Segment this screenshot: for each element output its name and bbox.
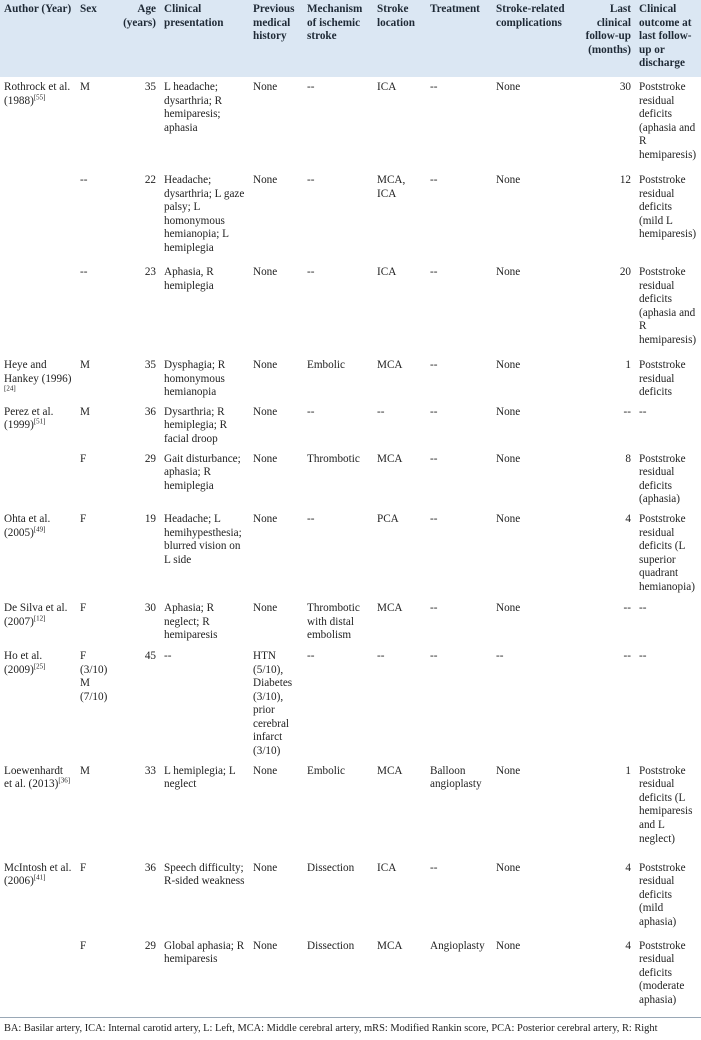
cell-age: 29 (144, 939, 156, 952)
author-name: Loewenhardt et al. (2013) (4, 764, 64, 791)
cell-presentation: Dysarthria; R hemiplegia; R facial droop (164, 405, 228, 445)
cell-outcome: Poststroke residual deficits (L hemiparesis and L neglect) (639, 764, 693, 845)
cell-location: ICA (377, 861, 397, 874)
cell-outcome: Poststroke residual deficits (639, 358, 686, 399)
cell-history: None (253, 80, 278, 93)
cell-age: 22 (144, 173, 156, 186)
cell-age: 23 (144, 265, 156, 278)
cell-history: None (253, 512, 278, 525)
cell-treatment: -- (430, 80, 438, 93)
cell-mechanism: Thrombotic (307, 452, 360, 465)
cell-mechanism: Dissection (307, 939, 355, 952)
cell-presentation: Global aphasia; R hemiparesis (164, 939, 245, 966)
cell-mechanism: -- (307, 512, 315, 525)
cell-followup: 1 (625, 764, 631, 777)
cell-author (0, 355, 76, 402)
cell-treatment: -- (430, 649, 438, 662)
cell-sex: M (80, 358, 90, 371)
cell-outcome: -- (639, 601, 647, 614)
reference-number: [49] (33, 524, 46, 533)
cell-location: ICA (377, 265, 397, 278)
cell-mechanism: -- (307, 649, 315, 662)
cell-treatment: -- (430, 265, 438, 278)
cell-sex: F (80, 452, 87, 465)
cell-treatment: Balloon angioplasty (430, 764, 482, 791)
cell-followup: -- (623, 649, 631, 662)
cell-complications: None (496, 512, 521, 525)
table-row (0, 936, 701, 1021)
cell-presentation: L headache; dysarthria; R hemiparesis; aphasia (164, 80, 223, 134)
cell-author (0, 598, 76, 646)
table-row (0, 761, 701, 858)
cell-age: 33 (144, 764, 156, 777)
header-complications: Stroke-related complications (496, 3, 565, 29)
cell-age: 45 (144, 649, 156, 662)
cell-author (0, 646, 76, 761)
author-name: De Silva et al. (2007) (4, 601, 68, 628)
cell-presentation: -- (164, 649, 172, 662)
cell-author (0, 858, 76, 936)
cell-complications: None (496, 265, 521, 278)
table-row (0, 262, 701, 355)
cell-treatment: -- (430, 173, 438, 186)
cell-age: 36 (144, 861, 156, 874)
cell-location: -- (377, 405, 385, 418)
cell-treatment: -- (430, 452, 438, 465)
cell-sex: F (80, 861, 87, 874)
table-header-row (0, 0, 701, 77)
table-row (0, 509, 701, 598)
reference-number: [24] (4, 384, 16, 393)
cell-mechanism: -- (307, 265, 315, 278)
header-history: Previous medical history (253, 3, 295, 43)
cell-sex: M (80, 764, 90, 777)
cell-presentation: L hemiplegia; L neglect (164, 764, 236, 791)
header-followup: Last clinical follow-up (months) (585, 3, 631, 56)
cell-mechanism: Embolic (307, 764, 345, 777)
cell-history: None (253, 601, 278, 614)
reference-number: [36] (58, 776, 71, 785)
cell-followup: 12 (619, 173, 631, 186)
table-row (0, 598, 701, 646)
cell-history: None (253, 265, 278, 278)
cell-complications: None (496, 601, 521, 614)
cell-outcome: Poststroke residual deficits (aphasia and R hemiparesis) (639, 265, 697, 346)
cell-author (0, 262, 76, 355)
cell-author (0, 936, 76, 1021)
cell-outcome: Poststroke residual deficits (mild L hemiparesis) (639, 173, 697, 241)
cell-mechanism: -- (307, 405, 315, 418)
cell-age: 29 (144, 452, 156, 465)
cell-presentation: Headache; dysarthria; L gaze palsy; L homonymous hemianopia; L hemiplegia (164, 173, 245, 254)
reference-number: [12] (33, 613, 46, 622)
cell-mechanism: -- (307, 173, 315, 186)
cell-age: 35 (144, 358, 156, 371)
cell-location: MCA (377, 452, 403, 465)
cell-complications: None (496, 173, 521, 186)
cell-followup: -- (623, 405, 631, 418)
cell-sex: M (80, 80, 90, 93)
cell-mechanism: -- (307, 80, 315, 93)
cell-history: None (253, 452, 278, 465)
header-author: Author (Year) (4, 3, 72, 15)
cell-followup: 8 (625, 452, 631, 465)
cell-history: None (253, 764, 278, 777)
cell-location: PCA (377, 512, 399, 525)
cell-outcome: Poststroke residual deficits (aphasia and R hemiparesis) (639, 80, 697, 161)
cell-presentation: Speech difficulty; R-sided weakness (164, 861, 245, 888)
header-presentation: Clinical presentation (164, 3, 224, 29)
cell-outcome: -- (639, 405, 647, 418)
cell-history: None (253, 939, 278, 952)
cell-complications: None (496, 405, 521, 418)
header-mechanism: Mechanism of ischemic stroke (307, 3, 363, 43)
cell-outcome: Poststroke residual deficits (L superior quadrant hemianopia) (639, 512, 695, 593)
cell-sex: F (80, 939, 87, 952)
cell-outcome: -- (639, 649, 647, 662)
table-footnote: BA: Basilar artery, ICA: Internal carotid artery, L: Left, MCA: Middle cerebral artery, mRS: Modified Rankin score, PCA: Posterior cerebral artery, R: Right (0, 1017, 701, 1040)
cell-sex: F (3/10) M (7/10) (80, 649, 108, 703)
cell-treatment: -- (430, 358, 438, 371)
cell-complications: -- (496, 649, 504, 662)
cell-history: None (253, 358, 278, 371)
cell-sex: F (80, 601, 87, 614)
header-location: Stroke location (377, 3, 415, 29)
cell-location: MCA (377, 939, 403, 952)
cell-location: -- (377, 649, 385, 662)
author-name: Ho et al. (2009) (4, 649, 43, 676)
cell-author (0, 170, 76, 262)
cell-complications: None (496, 452, 521, 465)
author-name: Heye and Hankey (1996) (4, 358, 72, 385)
cell-location: ICA (377, 80, 397, 93)
cell-complications: None (496, 861, 521, 874)
author-name: Ohta et al. (2005) (4, 512, 51, 539)
reference-number: [41] (33, 873, 46, 882)
cell-followup: 4 (625, 939, 631, 952)
cell-followup: 4 (625, 512, 631, 525)
table-body (0, 77, 701, 1021)
cell-age: 36 (144, 405, 156, 418)
author-name: Rothrock et al. (1988) (4, 80, 71, 107)
header-treatment: Treatment (430, 3, 480, 15)
cell-age: 19 (144, 512, 156, 525)
cell-treatment: -- (430, 861, 438, 874)
cell-history: None (253, 405, 278, 418)
cell-followup: 30 (619, 80, 631, 93)
author-name: Perez et al. (1999) (4, 405, 54, 432)
table-row (0, 355, 701, 402)
author-name: McIntosh et al. (2006) (4, 861, 72, 888)
cell-followup: 20 (619, 265, 631, 278)
cell-mechanism: Dissection (307, 861, 355, 874)
cell-treatment: Angioplasty (430, 939, 485, 952)
cell-outcome: Poststroke residual deficits (aphasia) (639, 452, 686, 506)
header-age: Age (years) (123, 3, 156, 29)
header-outcome: Clinical outcome at last follow-up or discharge (639, 3, 692, 70)
cell-sex: M (80, 405, 90, 418)
header-sex: Sex (80, 3, 97, 15)
table-row (0, 449, 701, 509)
table-row (0, 170, 701, 262)
cell-presentation: Gait disturbance; aphasia; R hemiplegia (164, 452, 241, 492)
cell-author (0, 77, 76, 170)
cell-presentation: Aphasia; R neglect; R hemiparesis (164, 601, 218, 642)
cell-treatment: -- (430, 512, 438, 525)
cell-sex: F (80, 512, 87, 525)
cell-author (0, 509, 76, 598)
cell-treatment: -- (430, 601, 438, 614)
cell-outcome: Poststroke residual deficits (moderate aphasia) (639, 939, 686, 1007)
cell-history: None (253, 173, 278, 186)
cell-followup: -- (623, 601, 631, 614)
cell-followup: 1 (625, 358, 631, 371)
cell-followup: 4 (625, 861, 631, 874)
cell-age: 35 (144, 80, 156, 93)
table-row (0, 402, 701, 449)
cell-sex: -- (80, 265, 88, 278)
cell-treatment: -- (430, 405, 438, 418)
cell-location: MCA (377, 764, 403, 777)
cell-mechanism: Embolic (307, 358, 345, 371)
cell-presentation: Dysphagia; R homonymous hemianopia (164, 358, 226, 399)
cell-location: MCA, ICA (377, 173, 406, 200)
cell-outcome: Poststroke residual deficits (mild aphasia) (639, 861, 686, 929)
cell-complications: None (496, 939, 521, 952)
cell-age: 30 (144, 601, 156, 614)
cell-history: None (253, 861, 278, 874)
cell-location: MCA (377, 601, 403, 614)
cell-sex: -- (80, 173, 88, 186)
table-row (0, 646, 701, 761)
cell-history: HTN (5/10), Diabetes (3/10), prior cerebral infarct (3/10) (253, 649, 293, 758)
cell-author (0, 449, 76, 509)
cell-mechanism: Thrombotic with distal embolism (307, 601, 360, 642)
reference-number: [51] (33, 417, 46, 426)
cell-presentation: Headache; L hemihypesthesia; blurred vision on L side (164, 512, 242, 566)
table-row (0, 858, 701, 936)
cell-location: MCA (377, 358, 403, 371)
cell-complications: None (496, 358, 521, 371)
cell-author (0, 761, 76, 858)
table-row (0, 77, 701, 170)
cell-author (0, 402, 76, 449)
reference-number: [55] (33, 92, 46, 101)
cell-presentation: Aphasia, R hemiplegia (164, 265, 214, 292)
cell-complications: None (496, 764, 521, 777)
cell-complications: None (496, 80, 521, 93)
reference-number: [25] (33, 661, 46, 670)
